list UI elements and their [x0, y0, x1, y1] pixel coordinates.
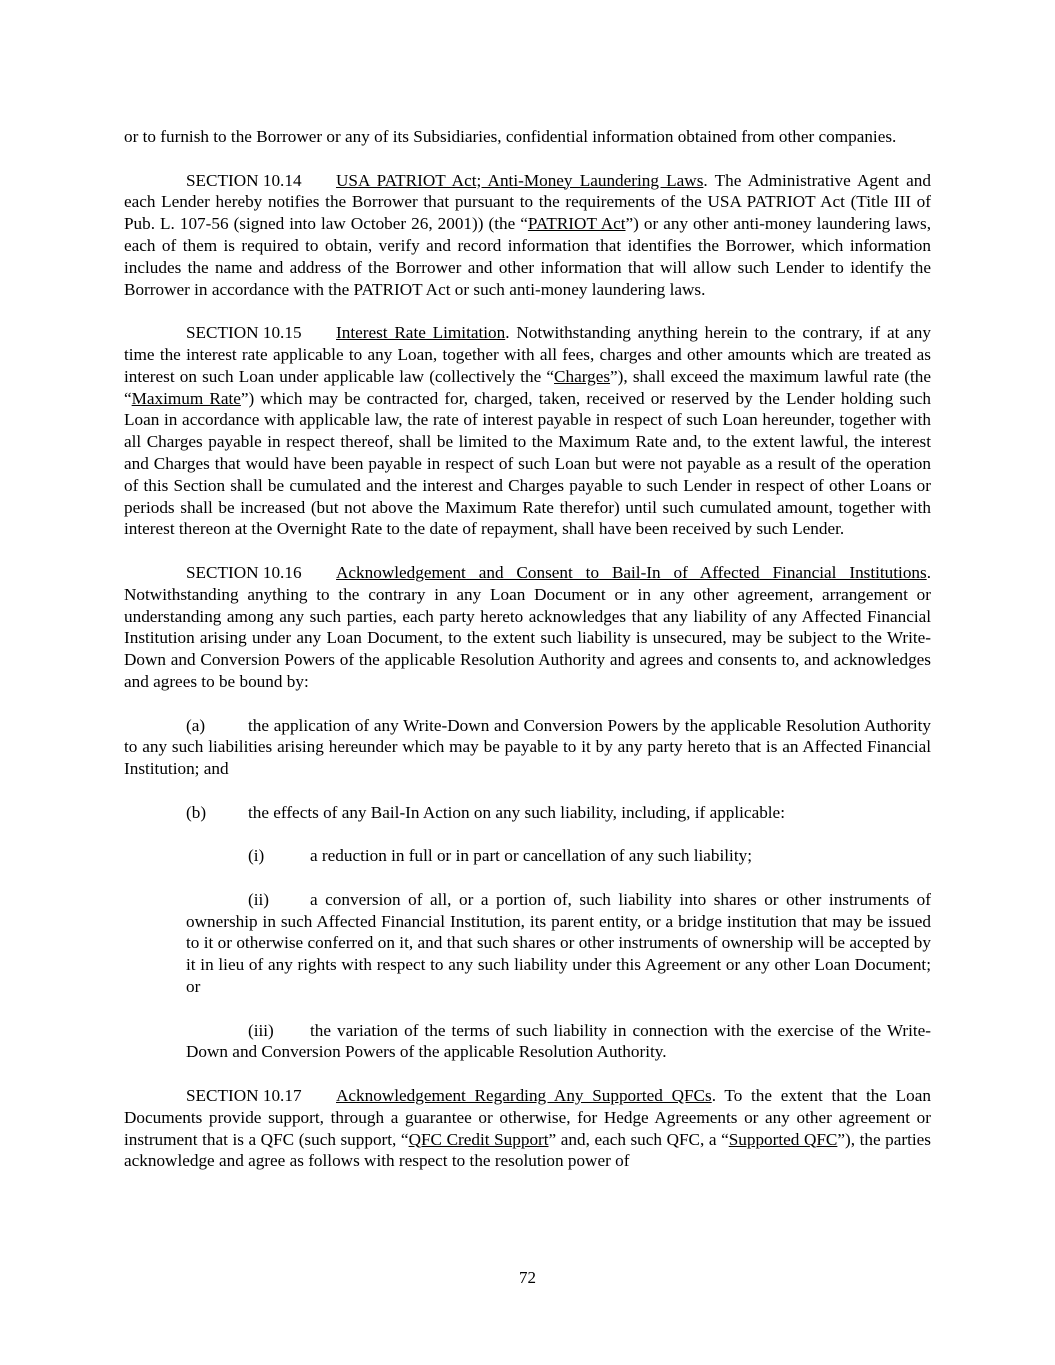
section-title: Acknowledgement Regarding Any Supported QFCs — [336, 1086, 712, 1106]
section-10-17: SECTION 10.17 Acknowledgement Regarding Any Supported QFCs. To the extent that the Loan Documents provide support, through a guarantee or otherwise, for Hedge Agreements or any other agreement or instrument that is a QFC (such support, “QFC Credit Support” and, each such QFC, a “Supported QFC”), the parties acknowledge and agree as follows with respect to the resolution power of — [124, 1086, 932, 1171]
section-10-14: SECTION 10.14 USA PATRIOT Act; Anti-Money Laundering Laws. The Administrative Agent and each Lender hereby notifies the Borrower that pursuant to the requirements of the USA PATRIOT Act (Title III of Pub. L. 107-56 (signed into law October 26, 2001)) (the “PATRIOT Act”) or any other anti-money laundering laws, each of them is required to obtain, verify and record information that identifies the Borrower, which information includes the name and address of the Borrower and other information that will allow such Lender to identify the Borrower in accordance with the PATRIOT Act or such anti-money laundering laws. — [124, 170, 931, 299]
defined-term: PATRIOT Act — [527, 214, 626, 234]
clause-a: (a) the application of any Write-Down and Conversion Powers by the applicable Resolution Authority to any such liabilities arising hereunder which may be payable to it by any party hereto that is an Affected Financial Institution; and — [124, 715, 931, 779]
paragraph-continuation: or to furnish to the Borrower or any of its Subsidiaries, confidential information obtained from other companies. — [124, 127, 897, 146]
clause-label: (a) — [186, 715, 206, 735]
defined-term: Supported QFC — [728, 1129, 838, 1149]
section-number: SECTION 10.16 — [186, 562, 302, 582]
clause-label: (ii) — [248, 889, 269, 909]
clause-label: (iii) — [248, 1020, 274, 1040]
section-title: Acknowledgement and Consent to Bail-In of Affected Financial Institutions — [336, 562, 927, 582]
section-title: USA PATRIOT Act; Anti-Money Laundering Laws — [336, 170, 704, 190]
section-title: Interest Rate Limitation — [336, 323, 506, 343]
defined-term: Charges — [554, 366, 611, 386]
clause-ii: (ii) a conversion of all, or a portion of, such liability into shares or other instruments of ownership in such Affected Financial Institution, its parent entity, or a bridge institution that may be issued to it or otherwise conferred on it, and that such shares or other instruments of ownership will be accepted by it in lieu of any rights with respect to any such liability under this Agreement or any other Loan Document; or — [186, 889, 931, 997]
clause-b: (b) the effects of any Bail-In Action on any such liability, including, if applicable: — [186, 802, 785, 822]
clause-label: (i) — [248, 846, 265, 866]
section-10-15: SECTION 10.15 Interest Rate Limitation. Notwithstanding anything herein to the contrary, if at any time the interest rate applicable to any Loan, together with all fees, charges and other amounts which are treated as interest on such Loan under applicable law (collectively the “Charges”), shall exceed the maximum lawful rate (the “Maximum Rate”) which may be contracted for, charged, taken, received or reserved by the Lender holding such Loan in accordance with applicable law, the rate of interest payable in respect of such Loan hereunder, together with all Charges payable in respect thereof, shall be limited to the Maximum Rate and, to the extent lawful, the interest and Charges that would have been payable in respect of such Loan but were not payable as a result of the operation of this Section shall be cumulated and the interest and Charges payable to such Lender in respect of other Loans or periods shall be increased (but not above the Maximum Rate therefor) until such cumulated amount, together with interest thereon at the Overnight Rate to the date of repayment, shall have been received by such Lender. — [124, 323, 932, 539]
document-page — [124, 126, 931, 1172]
defined-term: QFC Credit Support — [408, 1129, 549, 1149]
clause-label: (b) — [186, 802, 207, 822]
page-number: 72 — [519, 1268, 536, 1287]
section-number: SECTION 10.17 — [186, 1086, 302, 1106]
section-number: SECTION 10.15 — [186, 323, 302, 343]
section-10-16: SECTION 10.16 Acknowledgement and Consent to Bail-In of Affected Financial Institutions. Notwithstanding anything to the contrary in any Loan Document or in any other agreement, arrangement or understanding among any such parties, each party hereto acknowledges that any liability of any Affected Financial Institution arising under any Loan Document, to the extent such liability is unsecured, may be subject to the Write-Down and Conversion Powers of the applicable Resolution Authority and agrees and consents to, and acknowledges and agrees to be bound by: — [124, 562, 931, 691]
section-number: SECTION 10.14 — [186, 170, 302, 190]
clause-iii: (iii) the variation of the terms of such liability in connection with the exercise of the Write-Down and Conversion Powers of the applicable Resolution Authority. — [186, 1020, 931, 1062]
clause-i: (i) a reduction in full or in part or cancellation of any such liability; — [248, 846, 752, 866]
defined-term: Maximum Rate — [131, 388, 241, 408]
